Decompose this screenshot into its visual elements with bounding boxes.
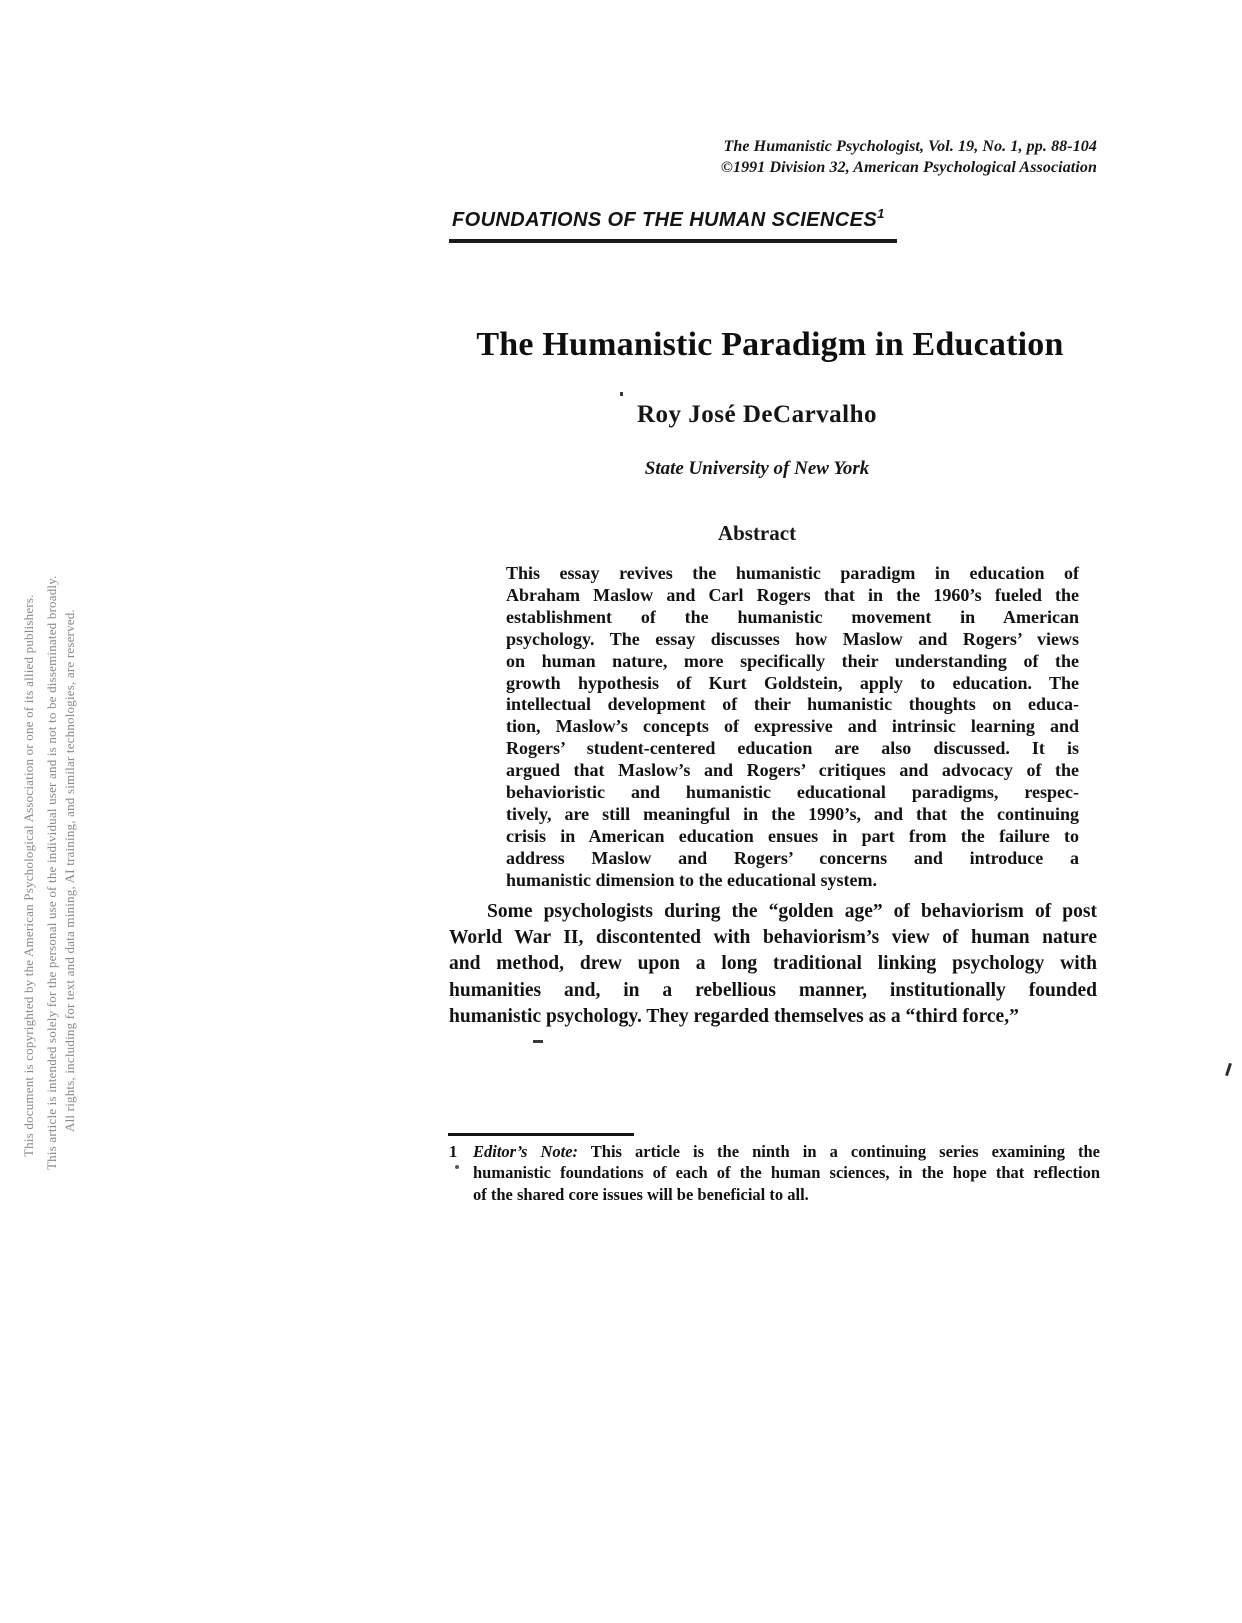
text-line: psychology. The essay discusses how Maslow and Rogers’ views: [506, 628, 1079, 649]
text-line: growth hypothesis of Kurt Goldstein, apply to education. The: [506, 672, 1079, 693]
text-line: intellectual development of their humanistic thoughts on educa-: [506, 694, 1079, 715]
text-line: crisis in American education ensues in part from the failure to: [506, 825, 1079, 846]
abstract-text: [506, 563, 1079, 892]
text-line: tion, Maslow’s concepts of expressive and intrinsic learning and: [506, 716, 1079, 737]
footnote-line-1: [473, 1141, 1100, 1162]
text-line: on human nature, more specifically their understanding of the: [506, 650, 1079, 671]
section-kicker: [452, 206, 884, 232]
sidebar-copyright-line-1: This document is copyrighted by the American Psychological Association or one of its allied publishers.: [21, 594, 36, 1157]
footnote-text: [473, 1141, 1100, 1205]
footnote-number: 1: [449, 1142, 458, 1161]
text-line: argued that Maslow’s and Rogers’ critiques and advocacy of the: [506, 760, 1079, 781]
footnote-line-1-text: This article is the ninth in a continuing series examining the: [578, 1142, 1100, 1161]
abstract-heading: Abstract: [717, 521, 797, 545]
journal-citation-line: The Humanistic Psychologist, Vol. 19, No. 1, pp. 88-104: [723, 138, 1097, 155]
sidebar-copyright-line-2: This article is intended solely for the personal use of the individual user and is not to be disseminated broadly.: [44, 575, 59, 1170]
text-line: address Maslow and Rogers’ concerns and introduce a: [506, 847, 1079, 868]
text-line: humanities and, in a rebellious manner, institutionally founded: [449, 979, 1097, 1001]
sidebar-copyright-line-3: All rights, including for text and data mining, AI training, and similar technologies, are reserved.: [62, 609, 77, 1132]
text-line: humanistic dimension to the educational system.: [506, 869, 878, 890]
footnote-label: Editor’s Note:: [473, 1142, 579, 1161]
author-affiliation: State University of New York: [644, 458, 870, 479]
section-kicker-footnote-marker: 1: [877, 206, 885, 221]
body-paragraph: [449, 899, 1097, 1030]
footnote: [449, 1141, 1100, 1205]
scan-artifact-tick: [1225, 1063, 1232, 1076]
footnote-rule: [448, 1133, 634, 1136]
text-line: behavioristic and humanistic educational paradigms, respec-: [506, 782, 1079, 803]
text-line: humanistic psychology. They regarded themselves as a “third force,”: [449, 1005, 1019, 1027]
text-line: This essay revives the humanistic paradigm in education of: [506, 563, 1079, 583]
text-line: Rogers’ student-centered education are also discussed. It is: [506, 738, 1079, 759]
text-line: Some psychologists during the “golden age” of behaviorism of post: [487, 901, 1097, 922]
journal-citation: [721, 136, 1097, 178]
scan-artifact-dot-author: [620, 392, 623, 396]
section-kicker-text: FOUNDATIONS OF THE HUMAN SCIENCES: [452, 209, 878, 231]
text-line: establishment of the humanistic movement in American: [506, 606, 1079, 627]
text-line: tively, are still meaningful in the 1990’s, and that the continuing: [506, 803, 1079, 824]
footnote-line-2: humanistic foundations of each of the human sciences, in the hope that reflection: [473, 1163, 1100, 1183]
author-name: Roy José DeCarvalho: [636, 401, 878, 428]
text-line: World War II, discontented with behaviorism’s view of human nature: [449, 927, 1097, 949]
section-kicker-underline: [449, 239, 897, 243]
scan-artifact-dot-footnote: [455, 1165, 459, 1169]
footnote-line-3: of the shared core issues will be beneficial to all.: [473, 1184, 809, 1204]
journal-copyright-line: ©1991 Division 32, American Psychological Association: [720, 159, 1097, 176]
scan-artifact-hyphen: [533, 1040, 543, 1043]
article-title: The Humanistic Paradigm in Education: [476, 326, 1064, 363]
text-line: Abraham Maslow and Carl Rogers that in the 1960’s fueled the: [506, 584, 1079, 605]
text-line: and method, drew upon a long traditional linking psychology with: [449, 953, 1097, 975]
